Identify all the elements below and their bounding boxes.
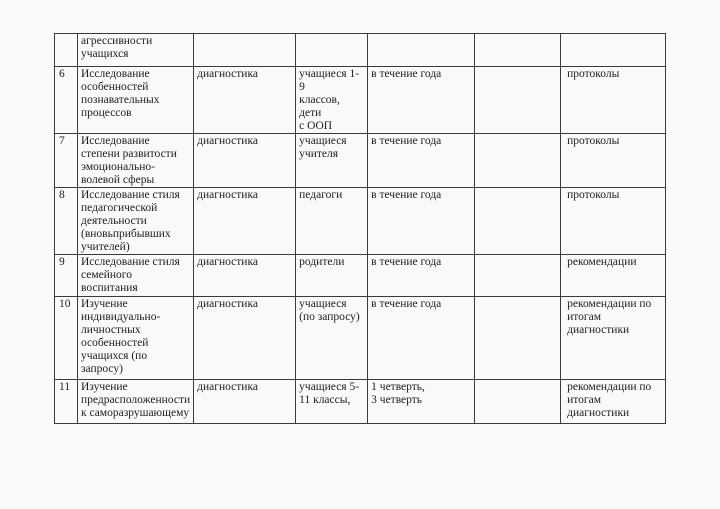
activity-cell: Исследование особенностей познавательных процессов [78,67,194,134]
term-cell [368,34,475,67]
result-cell [561,34,666,67]
responsible-cell [475,255,561,297]
term-cell: в течение года [368,255,475,297]
form-cell: диагностика [194,134,296,188]
form-cell: диагностика [194,255,296,297]
responsible-cell [475,67,561,134]
participants-cell: педагоги [296,188,368,255]
row-number-cell: 10 [55,297,78,380]
term-cell: в течение года [368,297,475,380]
responsible-cell [475,380,561,424]
work-plan-table [54,33,666,424]
row-number-cell: 9 [55,255,78,297]
table-row [55,255,666,297]
participants-cell: учащиеся 1-9 классов, дети с ООП [296,67,368,134]
responsible-cell [475,134,561,188]
activity-cell: Изучение индивидуально- личностных особенностей учащихся (по запросу) [78,297,194,380]
result-cell: рекомендации по итогам диагностики [561,297,666,380]
participants-cell [296,34,368,67]
row-number-cell: 11 [55,380,78,424]
row-number-cell: 6 [55,67,78,134]
result-cell: рекомендации [561,255,666,297]
form-cell: диагностика [194,380,296,424]
activity-cell: Исследование стиля семейного воспитания [78,255,194,297]
activity-cell: агрессивности учащихся [78,34,194,67]
table-row [55,134,666,188]
form-cell [194,34,296,67]
term-cell: в течение года [368,134,475,188]
responsible-cell [475,188,561,255]
row-number-cell: 8 [55,188,78,255]
participants-cell: учащиеся учителя [296,134,368,188]
table-row [55,67,666,134]
responsible-cell [475,34,561,67]
term-cell: в течение года [368,188,475,255]
term-cell: 1 четверть, 3 четверть [368,380,475,424]
responsible-cell [475,297,561,380]
result-cell: протоколы [561,134,666,188]
form-cell: диагностика [194,297,296,380]
activity-cell: Исследование степени развитости эмоционально- волевой сферы [78,134,194,188]
table-row [55,380,666,424]
activity-cell: Изучение предрасположенности к саморазрушающему [78,380,194,424]
row-number-cell [55,34,78,67]
result-cell: протоколы [561,188,666,255]
result-cell: протоколы [561,67,666,134]
term-cell: в течение года [368,67,475,134]
form-cell: диагностика [194,188,296,255]
form-cell: диагностика [194,67,296,134]
table-row [55,188,666,255]
participants-cell: учащиеся (по запросу) [296,297,368,380]
row-number-cell: 7 [55,134,78,188]
participants-cell: родители [296,255,368,297]
table-row [55,297,666,380]
activity-cell: Исследование стиля педагогической деятельности (вновьприбывших учителей) [78,188,194,255]
result-cell: рекомендации по итогам диагностики [561,380,666,424]
participants-cell: учащиеся 5- 11 классы, [296,380,368,424]
table-row [55,34,666,67]
